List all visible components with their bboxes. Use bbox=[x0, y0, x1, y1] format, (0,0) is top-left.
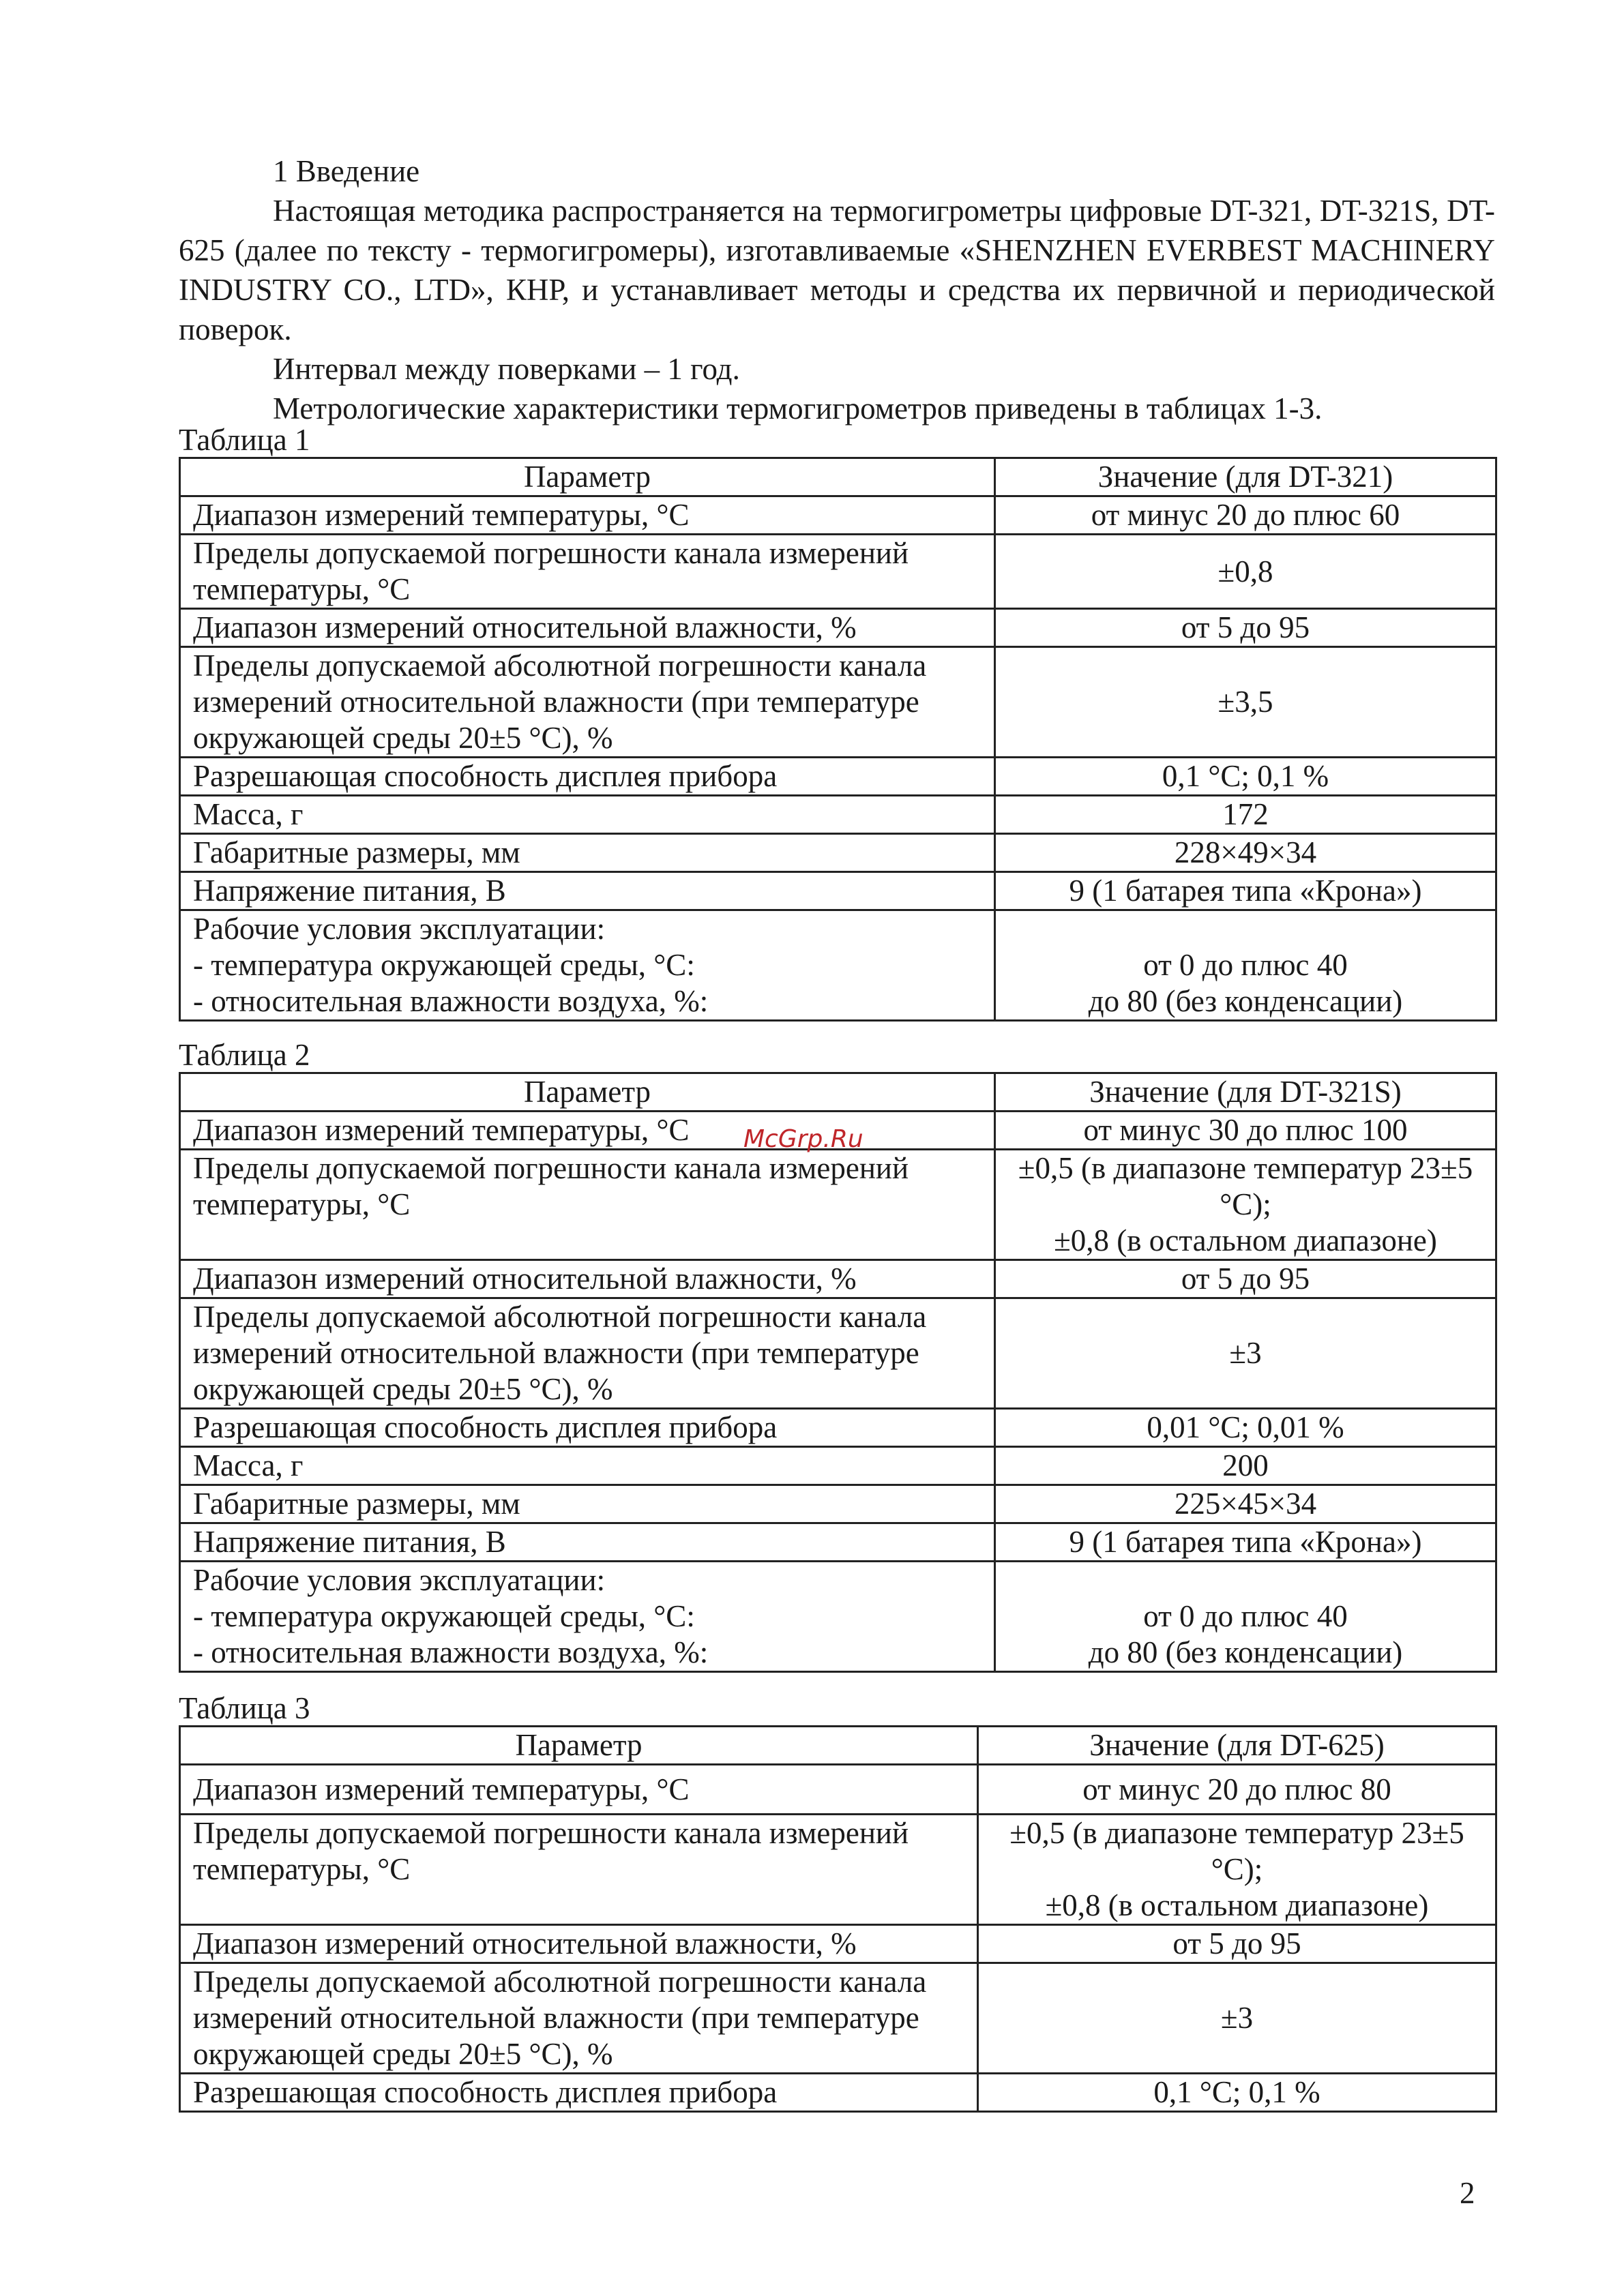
conditions-value: от 0 до плюс 40 bbox=[1143, 1599, 1348, 1633]
intro-paragraph-3: Метрологические характеристики термогигрометров приведены в таблицах 1-3. bbox=[273, 391, 1323, 426]
table-row bbox=[180, 535, 1496, 609]
header-value: Значение (для DT-321S) bbox=[995, 1073, 1496, 1112]
table-row bbox=[180, 834, 1496, 872]
header-param: Параметр bbox=[180, 458, 995, 496]
value-cell: от минус 30 до плюс 100 bbox=[995, 1112, 1496, 1150]
value-line: ±0,8 (в остальном диапазоне) bbox=[1045, 1888, 1429, 1922]
table-row bbox=[180, 758, 1496, 796]
introduction-section bbox=[179, 151, 1495, 428]
table-row-conditions bbox=[180, 910, 1496, 1021]
table-header-row bbox=[180, 458, 1496, 496]
table-row bbox=[180, 796, 1496, 834]
header-value: Значение (для DT-625) bbox=[978, 1727, 1496, 1765]
conditions-line: Рабочие условия эксплуатации: bbox=[193, 1563, 606, 1597]
conditions-value: до 80 (без конденсации) bbox=[1088, 1635, 1403, 1669]
header-value: Значение (для DT-321) bbox=[995, 458, 1496, 496]
value-cell: ±3,5 bbox=[995, 647, 1496, 758]
table2 bbox=[179, 1072, 1497, 1673]
conditions-value: до 80 (без конденсации) bbox=[1088, 984, 1403, 1018]
value-cell: 0,01 °С; 0,01 % bbox=[995, 1409, 1496, 1447]
table-row bbox=[180, 1150, 1496, 1260]
table-row bbox=[180, 872, 1496, 910]
param-cell: Масса, г bbox=[180, 796, 995, 834]
conditions-line: - относительная влажности воздуха, %: bbox=[193, 1635, 709, 1669]
value-cell: 9 (1 батарея типа «Крона») bbox=[995, 872, 1496, 910]
param-cell: Масса, г bbox=[180, 1447, 995, 1485]
table-header-row bbox=[180, 1073, 1496, 1112]
value-line: ±0,5 (в диапазоне температур 23±5 °С); bbox=[1018, 1151, 1473, 1221]
value-cell bbox=[995, 1562, 1496, 1672]
param-cell: Диапазон измерений температуры, °С bbox=[180, 496, 995, 535]
intro-heading: 1 Введение bbox=[273, 154, 420, 188]
param-cell bbox=[180, 910, 995, 1021]
value-cell: от 5 до 95 bbox=[995, 609, 1496, 647]
table-row bbox=[180, 1963, 1496, 2074]
table2-caption: Таблица 2 bbox=[179, 1038, 310, 1072]
table-row bbox=[180, 2074, 1496, 2112]
header-param: Параметр bbox=[180, 1727, 978, 1765]
value-line: ±0,5 (в диапазоне температур 23±5 °С); bbox=[1009, 1816, 1464, 1886]
conditions-line: - относительная влажности воздуха, %: bbox=[193, 984, 709, 1018]
table-row bbox=[180, 609, 1496, 647]
table-row-conditions bbox=[180, 1562, 1496, 1672]
table3-caption: Таблица 3 bbox=[179, 1691, 310, 1725]
conditions-line: Рабочие условия эксплуатации: bbox=[193, 912, 606, 946]
param-cell: Разрешающая способность дисплея прибора bbox=[180, 1409, 995, 1447]
param-cell: Пределы допускаемой абсолютной погрешности канала измерений относительной влажности (при температуре окружающей среды 20±5 °С), % bbox=[180, 1298, 995, 1409]
param-cell: Габаритные размеры, мм bbox=[180, 834, 995, 872]
conditions-line: - температура окружающей среды, °С: bbox=[193, 1599, 695, 1633]
header-param: Параметр bbox=[180, 1073, 995, 1112]
value-cell bbox=[978, 1815, 1496, 1925]
value-cell: 0,1 °С; 0,1 % bbox=[995, 758, 1496, 796]
param-cell: Диапазон измерений температуры, °С bbox=[180, 1112, 995, 1150]
param-cell: Диапазон измерений относительной влажности, % bbox=[180, 1925, 978, 1963]
conditions-value: от 0 до плюс 40 bbox=[1143, 948, 1348, 982]
value-cell: ±3 bbox=[978, 1963, 1496, 2074]
param-cell: Диапазон измерений температуры, °С bbox=[180, 1765, 978, 1815]
table1 bbox=[179, 457, 1497, 1022]
param-cell: Пределы допускаемой абсолютной погрешности канала измерений относительной влажности (при температуре окружающей среды 20±5 °С), % bbox=[180, 1963, 978, 2074]
table-row bbox=[180, 1765, 1496, 1815]
table-row bbox=[180, 1815, 1496, 1925]
value-cell: от минус 20 до плюс 80 bbox=[978, 1765, 1496, 1815]
value-cell: от 5 до 95 bbox=[995, 1260, 1496, 1298]
table-row bbox=[180, 1298, 1496, 1409]
value-cell bbox=[995, 910, 1496, 1021]
param-cell bbox=[180, 1562, 995, 1672]
param-cell: Разрешающая способность дисплея прибора bbox=[180, 2074, 978, 2112]
param-cell: Разрешающая способность дисплея прибора bbox=[180, 758, 995, 796]
value-cell: ±0,8 bbox=[995, 535, 1496, 609]
param-cell: Напряжение питания, В bbox=[180, 872, 995, 910]
table-row bbox=[180, 496, 1496, 535]
table1-caption: Таблица 1 bbox=[179, 423, 310, 457]
param-cell: Пределы допускаемой погрешности канала измерений температуры, °С bbox=[180, 1815, 978, 1925]
value-cell: 9 (1 батарея типа «Крона») bbox=[995, 1523, 1496, 1562]
param-cell: Напряжение питания, В bbox=[180, 1523, 995, 1562]
value-cell: 0,1 °С; 0,1 % bbox=[978, 2074, 1496, 2112]
table-row bbox=[180, 1485, 1496, 1523]
param-cell: Пределы допускаемой абсолютной погрешности канала измерений относительной влажности (при температуре окружающей среды 20±5 °С), % bbox=[180, 647, 995, 758]
param-cell: Пределы допускаемой погрешности канала измерений температуры, °С bbox=[180, 535, 995, 609]
table-row bbox=[180, 1447, 1496, 1485]
table-row bbox=[180, 1925, 1496, 1963]
value-cell: от минус 20 до плюс 60 bbox=[995, 496, 1496, 535]
value-line: ±0,8 (в остальном диапазоне) bbox=[1054, 1223, 1437, 1257]
value-cell: 200 bbox=[995, 1447, 1496, 1485]
conditions-line: - температура окружающей среды, °С: bbox=[193, 948, 695, 982]
table-header-row bbox=[180, 1727, 1496, 1765]
value-cell: ±3 bbox=[995, 1298, 1496, 1409]
param-cell: Диапазон измерений относительной влажности, % bbox=[180, 1260, 995, 1298]
value-cell: 225×45×34 bbox=[995, 1485, 1496, 1523]
watermark-text: McGrp.Ru bbox=[743, 1125, 863, 1153]
table-row bbox=[180, 1523, 1496, 1562]
table-row bbox=[180, 1260, 1496, 1298]
value-cell: от 5 до 95 bbox=[978, 1925, 1496, 1963]
value-cell: 228×49×34 bbox=[995, 834, 1496, 872]
intro-paragraph-2: Интервал между поверками – 1 год. bbox=[273, 352, 740, 386]
param-cell: Пределы допускаемой погрешности канала измерений температуры, °С bbox=[180, 1150, 995, 1260]
page-number: 2 bbox=[1460, 2176, 1475, 2210]
param-cell: Габаритные размеры, мм bbox=[180, 1485, 995, 1523]
value-cell bbox=[995, 1150, 1496, 1260]
table-row bbox=[180, 647, 1496, 758]
table3 bbox=[179, 1725, 1497, 2113]
intro-paragraph-1: Настоящая методика распространяется на термогигрометры цифровые DT-321, DT-321S, DT-625 (далее по тексту - термогигромеры), изготавливаемые «SHENZHEN EVERBEST MACHINERY INDUSTRY CO., LTD», КНР, и устанавливает методы и средства их первичной и периодической поверок. bbox=[179, 194, 1495, 346]
param-cell: Диапазон измерений относительной влажности, % bbox=[180, 609, 995, 647]
value-cell: 172 bbox=[995, 796, 1496, 834]
table-row bbox=[180, 1409, 1496, 1447]
